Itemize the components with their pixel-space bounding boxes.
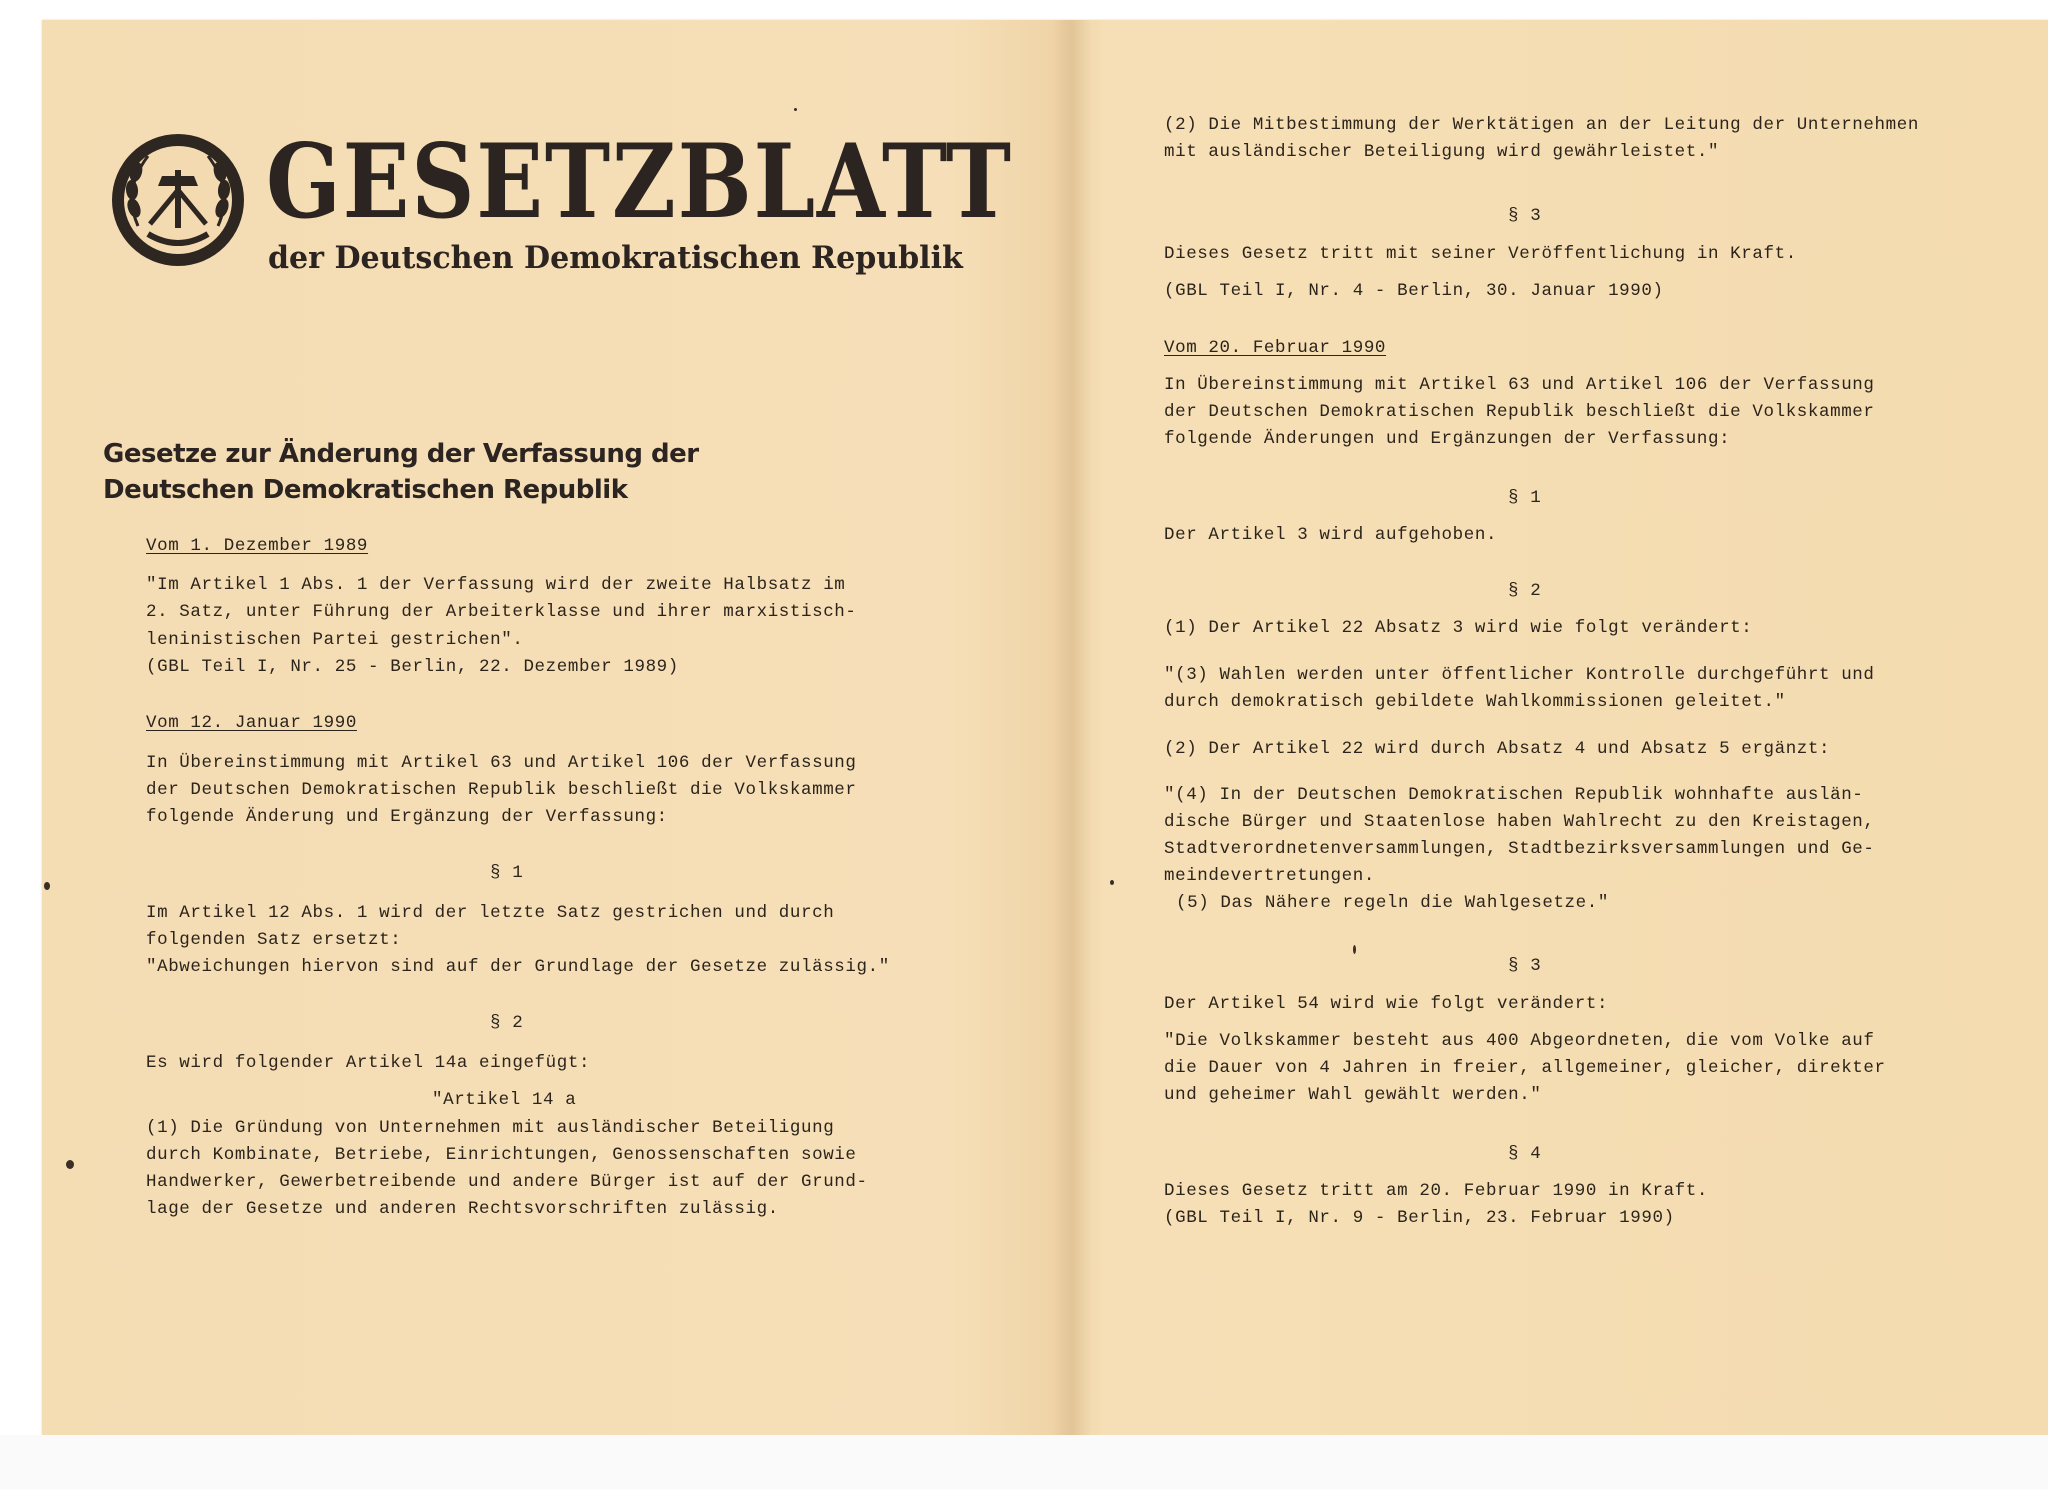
text-line: "Im Artikel 1 Abs. 1 der Verfassung wird der zweite Halbsatz im bbox=[146, 575, 846, 595]
text-line: In Übereinstimmung mit Artikel 63 und Artikel 106 der Verfassung bbox=[1164, 375, 1875, 395]
text-line: folgenden Satz ersetzt: bbox=[146, 930, 402, 950]
text-line: (2) Die Mitbestimmung der Werktätigen an der Leitung der Unternehmen bbox=[1164, 115, 1919, 135]
date-heading: Vom 1. Dezember 1989 bbox=[146, 536, 369, 556]
gazette-title: GESETZBLATT bbox=[266, 122, 1013, 242]
text-line: "(4) In der Deutschen Demokratischen Republik wohnhafte auslän- bbox=[1164, 785, 1864, 805]
paragraph-sign: § 1 bbox=[1508, 488, 1542, 508]
text-line: "Die Volkskammer besteht aus 400 Abgeordneten, die vom Volke auf bbox=[1164, 1031, 1875, 1051]
text-line: "Artikel 14 a bbox=[432, 1090, 577, 1110]
text-line: leninistischen Partei gestrichen". bbox=[146, 630, 524, 650]
citation-line: (GBL Teil I, Nr. 25 - Berlin, 22. Dezember 1989) bbox=[146, 657, 679, 677]
paragraph-sign: § 2 bbox=[1508, 581, 1542, 601]
paper-speck bbox=[1353, 945, 1356, 954]
text-line: Im Artikel 12 Abs. 1 wird der letzte Satz gestrichen und durch bbox=[146, 903, 835, 923]
text-line: (1) Der Artikel 22 Absatz 3 wird wie folgt verändert: bbox=[1164, 618, 1753, 638]
paragraph-sign: § 2 bbox=[490, 1013, 524, 1033]
date-heading: Vom 12. Januar 1990 bbox=[146, 713, 357, 733]
scan-margin bbox=[0, 1435, 2048, 1489]
text-line: folgende Änderungen und Ergänzungen der Verfassung: bbox=[1164, 429, 1731, 449]
text-line: dische Bürger und Staatenlose haben Wahlrecht zu den Kreistagen, bbox=[1164, 812, 1875, 832]
section-heading bbox=[103, 436, 699, 508]
gazette-subtitle: der Deutschen Demokratischen Republik bbox=[268, 240, 963, 276]
masthead bbox=[108, 122, 1013, 300]
text-line: (5) Das Nähere regeln die Wahlgesetze." bbox=[1176, 893, 1609, 913]
text-line: Dieses Gesetz tritt am 20. Februar 1990 in Kraft. bbox=[1164, 1181, 1708, 1201]
text-line: 2. Satz, unter Führung der Arbeiterklasse und ihrer marxistisch- bbox=[146, 602, 857, 622]
paragraph-sign: § 3 bbox=[1508, 206, 1542, 226]
text-line: "(3) Wahlen werden unter öffentlicher Kontrolle durchgeführt und bbox=[1164, 665, 1875, 685]
text-line: (1) Die Gründung von Unternehmen mit ausländischer Beteiligung bbox=[146, 1118, 835, 1138]
paragraph-sign: § 1 bbox=[490, 863, 524, 883]
text-line: In Übereinstimmung mit Artikel 63 und Artikel 106 der Verfassung bbox=[146, 753, 857, 773]
heading-line: Deutschen Demokratischen Republik bbox=[103, 475, 628, 505]
paragraph-sign: § 4 bbox=[1508, 1144, 1542, 1164]
heading-line: Gesetze zur Änderung der Verfassung der bbox=[103, 439, 699, 469]
text-line: Dieses Gesetz tritt mit seiner Veröffentlichung in Kraft. bbox=[1164, 244, 1797, 264]
text-line: Es wird folgender Artikel 14a eingefügt: bbox=[146, 1053, 591, 1073]
text-line: der Deutschen Demokratischen Republik beschließt die Volkskammer bbox=[1164, 402, 1875, 422]
text-line: (2) Der Artikel 22 wird durch Absatz 4 und Absatz 5 ergänzt: bbox=[1164, 739, 1831, 759]
text-line: Der Artikel 54 wird wie folgt verändert: bbox=[1164, 994, 1609, 1014]
text-line: Der Artikel 3 wird aufgehoben. bbox=[1164, 525, 1498, 545]
text-line: mit ausländischer Beteiligung wird gewährleistet." bbox=[1164, 142, 1720, 162]
text-line: Stadtverordnetenversammlungen, Stadtbezirksversammlungen und Ge- bbox=[1164, 839, 1875, 859]
paper-speck bbox=[794, 108, 797, 111]
text-line: "Abweichungen hiervon sind auf der Grundlage der Gesetze zulässig." bbox=[146, 957, 890, 977]
text-line: und geheimer Wahl gewählt werden." bbox=[1164, 1085, 1542, 1105]
text-line: die Dauer von 4 Jahren in freier, allgemeiner, gleicher, direkter bbox=[1164, 1058, 1886, 1078]
text-line: folgende Änderung und Ergänzung der Verfassung: bbox=[146, 807, 668, 827]
paragraph-sign: § 3 bbox=[1508, 956, 1542, 976]
page-fold bbox=[1052, 20, 1092, 1435]
text-line: durch demokratisch gebildete Wahlkommissionen geleitet." bbox=[1164, 692, 1786, 712]
paper-speck bbox=[1110, 880, 1114, 885]
paper-speck bbox=[66, 1160, 74, 1169]
text-line: lage der Gesetze und anderen Rechtsvorschriften zulässig. bbox=[146, 1199, 779, 1219]
text-line: Handwerker, Gewerbetreibende und andere Bürger ist auf der Grund- bbox=[146, 1172, 868, 1192]
paper-speck bbox=[44, 882, 50, 890]
text-line: der Deutschen Demokratischen Republik beschließt die Volkskammer bbox=[146, 780, 857, 800]
text-line: durch Kombinate, Betriebe, Einrichtungen, Genossenschaften sowie bbox=[146, 1145, 857, 1165]
citation-line: (GBL Teil I, Nr. 9 - Berlin, 23. Februar 1990) bbox=[1164, 1208, 1675, 1228]
date-heading: Vom 20. Februar 1990 bbox=[1164, 338, 1387, 358]
citation-line: (GBL Teil I, Nr. 4 - Berlin, 30. Januar 1990) bbox=[1164, 281, 1664, 301]
text-line: meindevertretungen. bbox=[1164, 866, 1375, 886]
state-emblem-icon bbox=[108, 130, 248, 270]
